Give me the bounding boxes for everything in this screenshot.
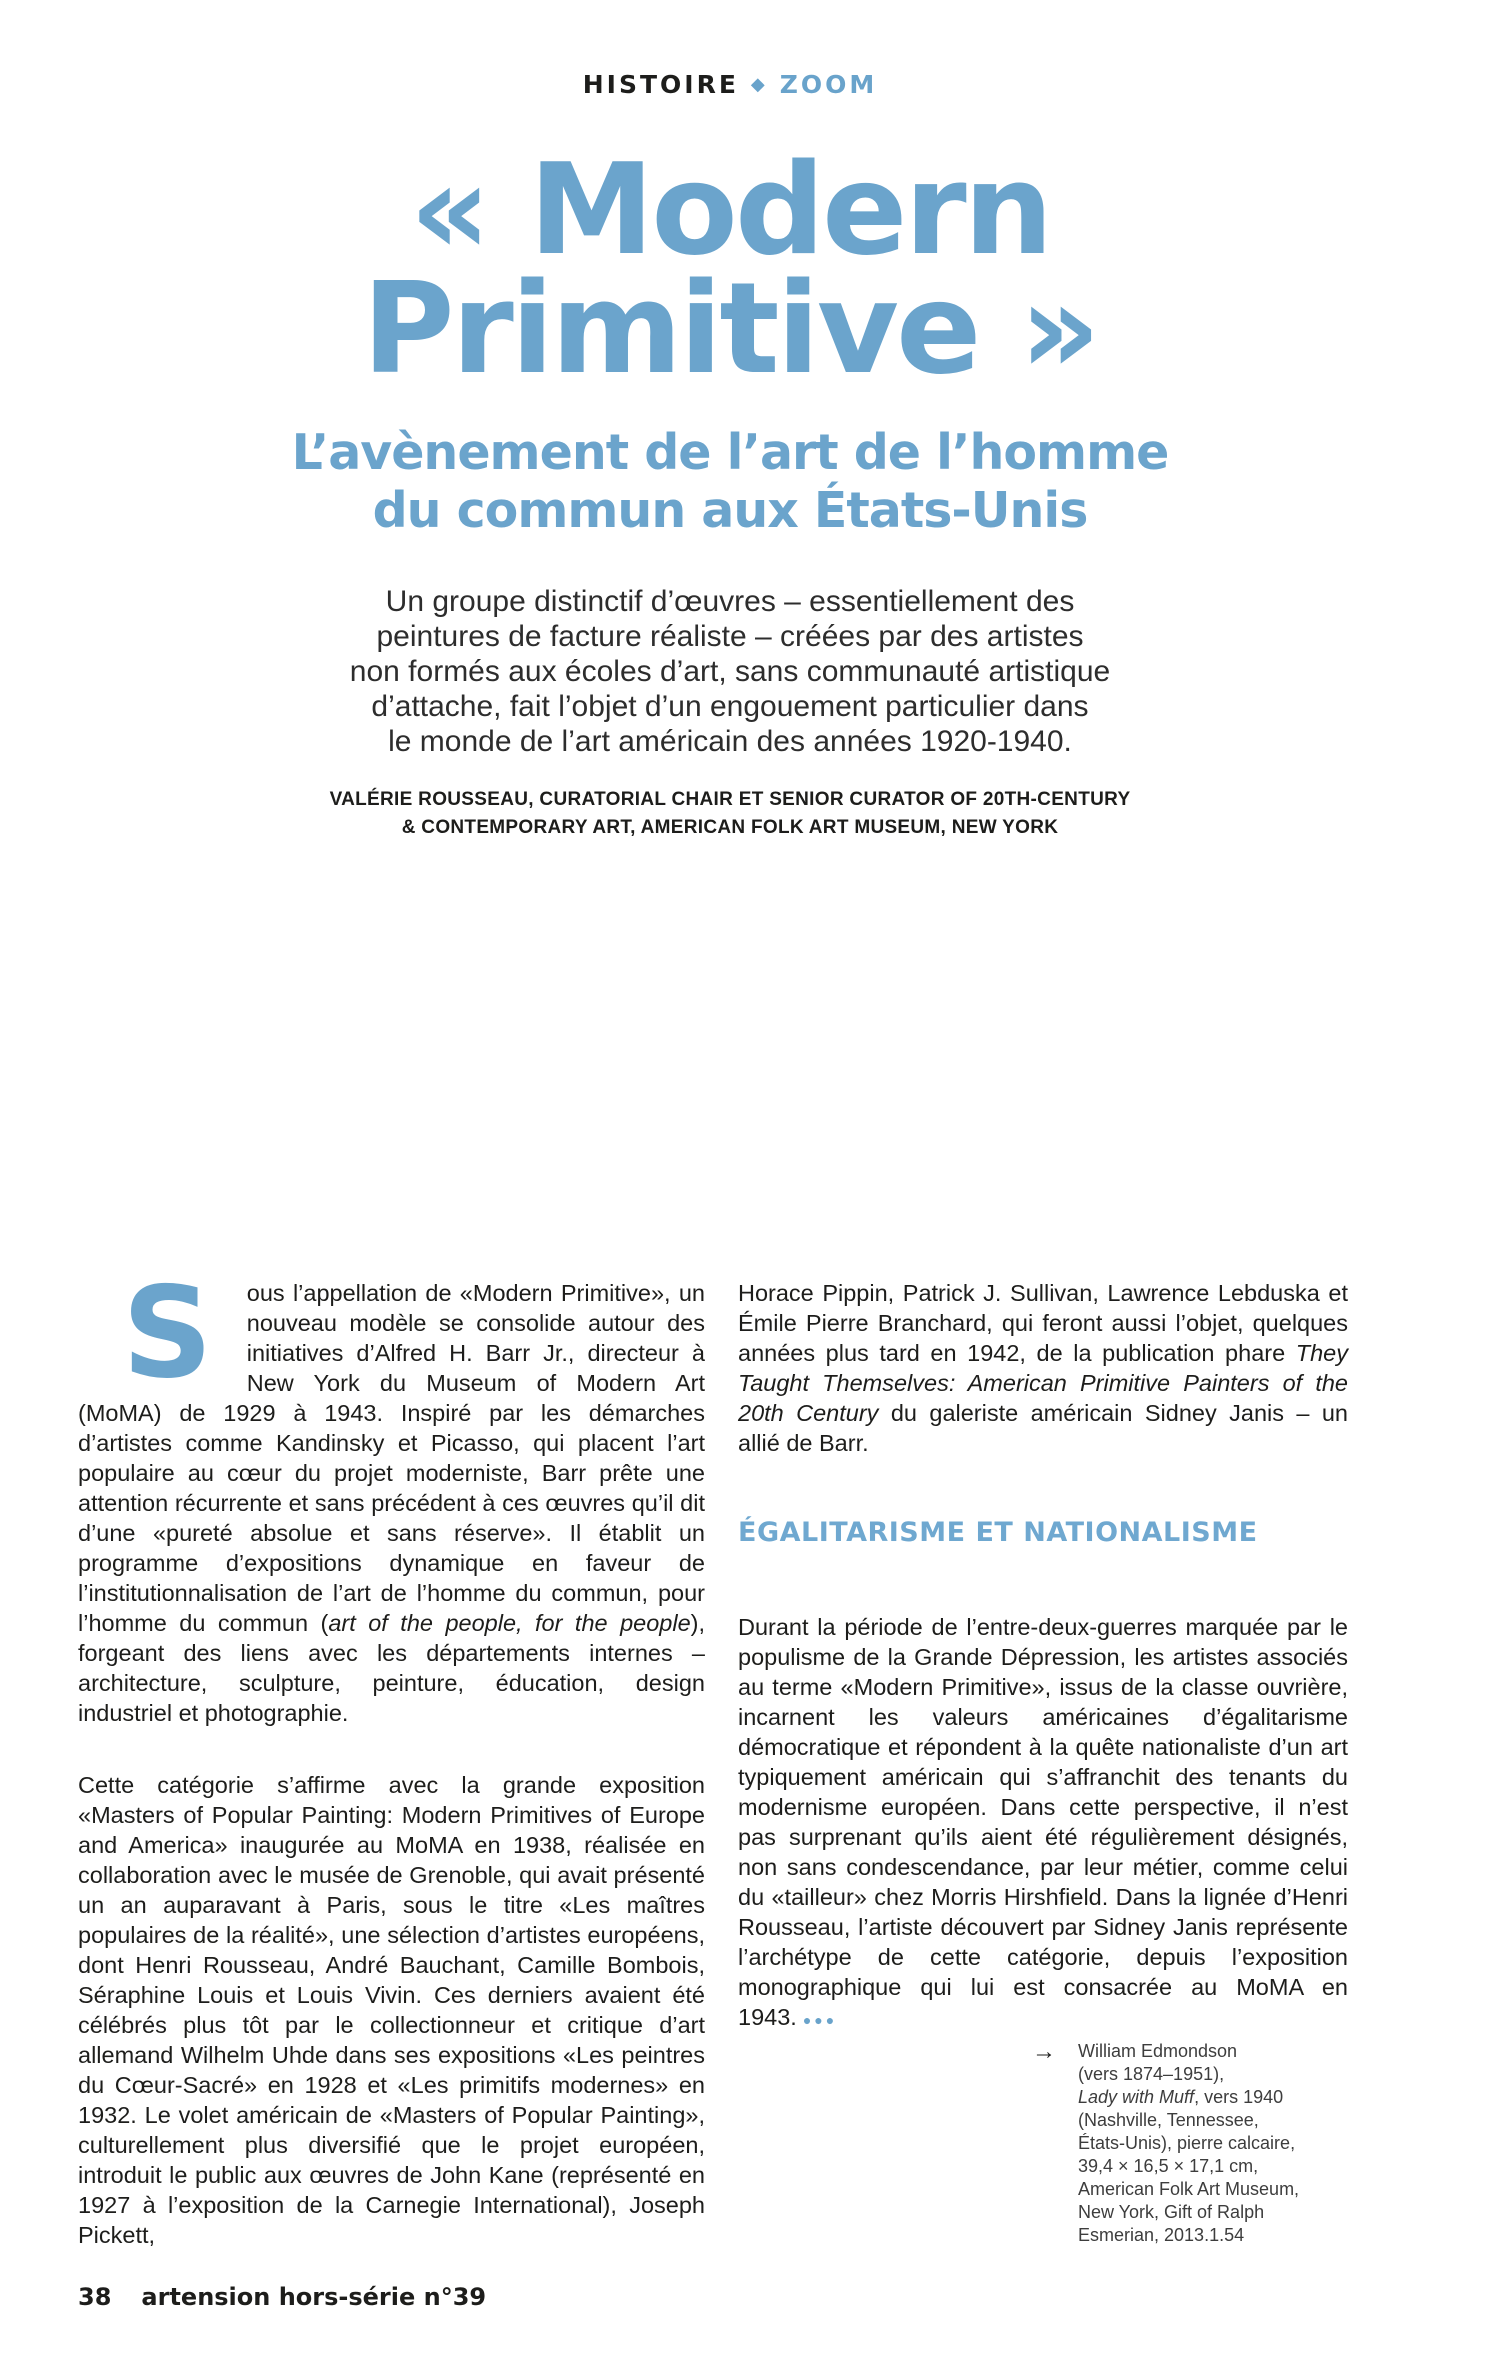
standfirst-line: d’attache, fait l’objet d’un engouement particulier dans (371, 690, 1089, 723)
page-number: 38 (78, 2283, 112, 2311)
byline-line2: & CONTEMPORARY ART, AMERICAN FOLK ART MUSEUM, NEW YORK (401, 817, 1059, 838)
article-title-line2: Primitive » (362, 255, 1098, 402)
article-subtitle-line1: L’avènement de l’art de l’homme (291, 424, 1169, 481)
page-footer (78, 2283, 486, 2311)
body-paragraph (78, 1770, 705, 2250)
magazine-issue-label: artension hors-série n°39 (141, 2283, 487, 2311)
caption-line: Lady with Muff, vers 1940 (1078, 2087, 1284, 2107)
diamond-icon: ◆ (750, 74, 768, 95)
section-heading: ÉGALITARISME ET NATIONALISME (738, 1517, 1258, 1548)
body-paragraph-text: ous l’appellation de «Modern Primitive», un nouveau modèle se consolide autour des initiatives d’Alfred H. Barr Jr., directeur à New York du Museum of Modern Art (MoMA) de 1929 à 1943. Inspiré par les démarches d’artistes comme Kandinsky et Picasso, qui placent l’art populaire au cœur du projet moderniste, Barr prête une attention récurrente et sans précédent à ces œuvres qu’il dit d’une «pureté absolue et sans réserve». Il établit un programme d’expositions dynamique en faveur de l’institutionnalisation de l’art de l’homme du commun, pour l’homme du commun (art of the people, for the people), forgeant des liens avec les départements internes – architecture, sculpture, peinture, éducation, design industriel et photographie. (78, 1280, 706, 1726)
kicker (0, 70, 1460, 99)
body-paragraph-text: Durant la période de l’entre-deux-guerres marquée par le populisme de la Grande Dépression, les artistes associés au terme «Modern Primitive», issus de la classe ouvrière, incarnent les valeurs américaines d’égalitarisme démocratique et répondent à la quête nationaliste d’un art typiquement américain qui s’affranchit des tenants du modernisme européen. Dans cette perspective, il n’est pas surprenant qu’ils aient été régulièrement désignés, non sans condescendance, par leur métier, comme celui du «tailleur» chez Morris Hirshfield. Dans la lignée d’Henri Rousseau, l’artiste découvert par Sidney Janis représente l’archétype de cette catégorie, depuis l’exposition monographique qui lui est consacrée au MoMA en 1943. (738, 1614, 1348, 2030)
standfirst-line: le monde de l’art américain des années 1920-1940. (388, 725, 1072, 758)
caption-line: États-Unis), pierre calcaire, (1078, 2133, 1296, 2153)
standfirst-line: non formés aux écoles d’art, sans communauté artistique (349, 655, 1111, 688)
body-column-right (738, 1278, 1348, 2035)
caption-line: (Nashville, Tennessee, (1078, 2110, 1259, 2130)
caption-line: New York, Gift of Ralph (1078, 2202, 1265, 2222)
caption-line: William Edmondson (1078, 2041, 1238, 2061)
end-of-article-dots-icon: ●●● (802, 2012, 838, 2028)
image-caption (1032, 2040, 1352, 2247)
caption-line: American Folk Art Museum, (1078, 2179, 1300, 2199)
article-title-line1: « Modern (409, 136, 1051, 283)
article-title (0, 136, 1460, 402)
caption-line: Esmerian, 2013.1.54 (1078, 2225, 1245, 2245)
caption-line: (vers 1874–1951), (1078, 2064, 1225, 2084)
article-subtitle (0, 424, 1460, 540)
body-paragraph (78, 1259, 706, 1728)
kicker-subsection-label: ZOOM (779, 70, 878, 99)
byline-line1: VALÉRIE ROUSSEAU, CURATORIAL CHAIR ET SENIOR CURATOR OF 20TH-CENTURY (329, 789, 1131, 810)
caption-line: 39,4 × 16,5 × 17,1 cm, (1078, 2156, 1259, 2176)
standfirst (0, 584, 1460, 759)
standfirst-line: peintures de facture réaliste – créées par des artistes (376, 620, 1084, 653)
standfirst-line: Un groupe distinctif d’œuvres – essentiellement des (385, 585, 1075, 618)
body-paragraph (738, 1612, 1348, 2035)
kicker-section-label: HISTOIRE (582, 70, 739, 99)
caption-text (1078, 2040, 1299, 2247)
body-column-left (78, 1259, 706, 2250)
arrow-right-icon: → (1032, 2038, 1056, 2065)
article-subtitle-line2: du commun aux États-Unis (372, 482, 1088, 539)
byline (0, 786, 1460, 842)
body-paragraph-text: Horace Pippin, Patrick J. Sullivan, Lawrence Lebduska et Émile Pierre Branchard, qui feront aussi l’objet, quelques années plus tard en 1942, de la publication phare They Taught Themselves: American Primitive Painters of the 20th Century du galeriste américain Sidney Janis – un allié de Barr. (738, 1280, 1348, 1456)
body-paragraph-text: Cette catégorie s’affirme avec la grande exposition «Masters of Popular Painting: Modern Primitives of Europe and America» inaugurée au MoMA en 1938, réalisée en collaboration avec le musée de Grenoble, qui avait présenté un an auparavant à Paris, sous le titre «Les maîtres populaires de la réalité», une sélection d’artistes européens, dont Henri Rousseau, André Bauchant, Camille Bombois, Séraphine Louis et Louis Vivin. Ces derniers avaient été célébrés plus tôt par le collectionneur et critique d’art allemand Wilhelm Uhde dans ses expositions «Les peintres du Cœur-Sacré» en 1928 et «Les primitifs modernes» en 1932. Le volet américain de «Masters of Popular Painting», culturellement plus diversifié que le projet européen, introduit le public aux œuvres de John Kane (représenté en 1927 à l’exposition de la Carnegie International), Joseph Pickett, (78, 1772, 705, 2248)
drop-cap: S (122, 1259, 213, 1406)
body-paragraph (738, 1278, 1348, 1458)
